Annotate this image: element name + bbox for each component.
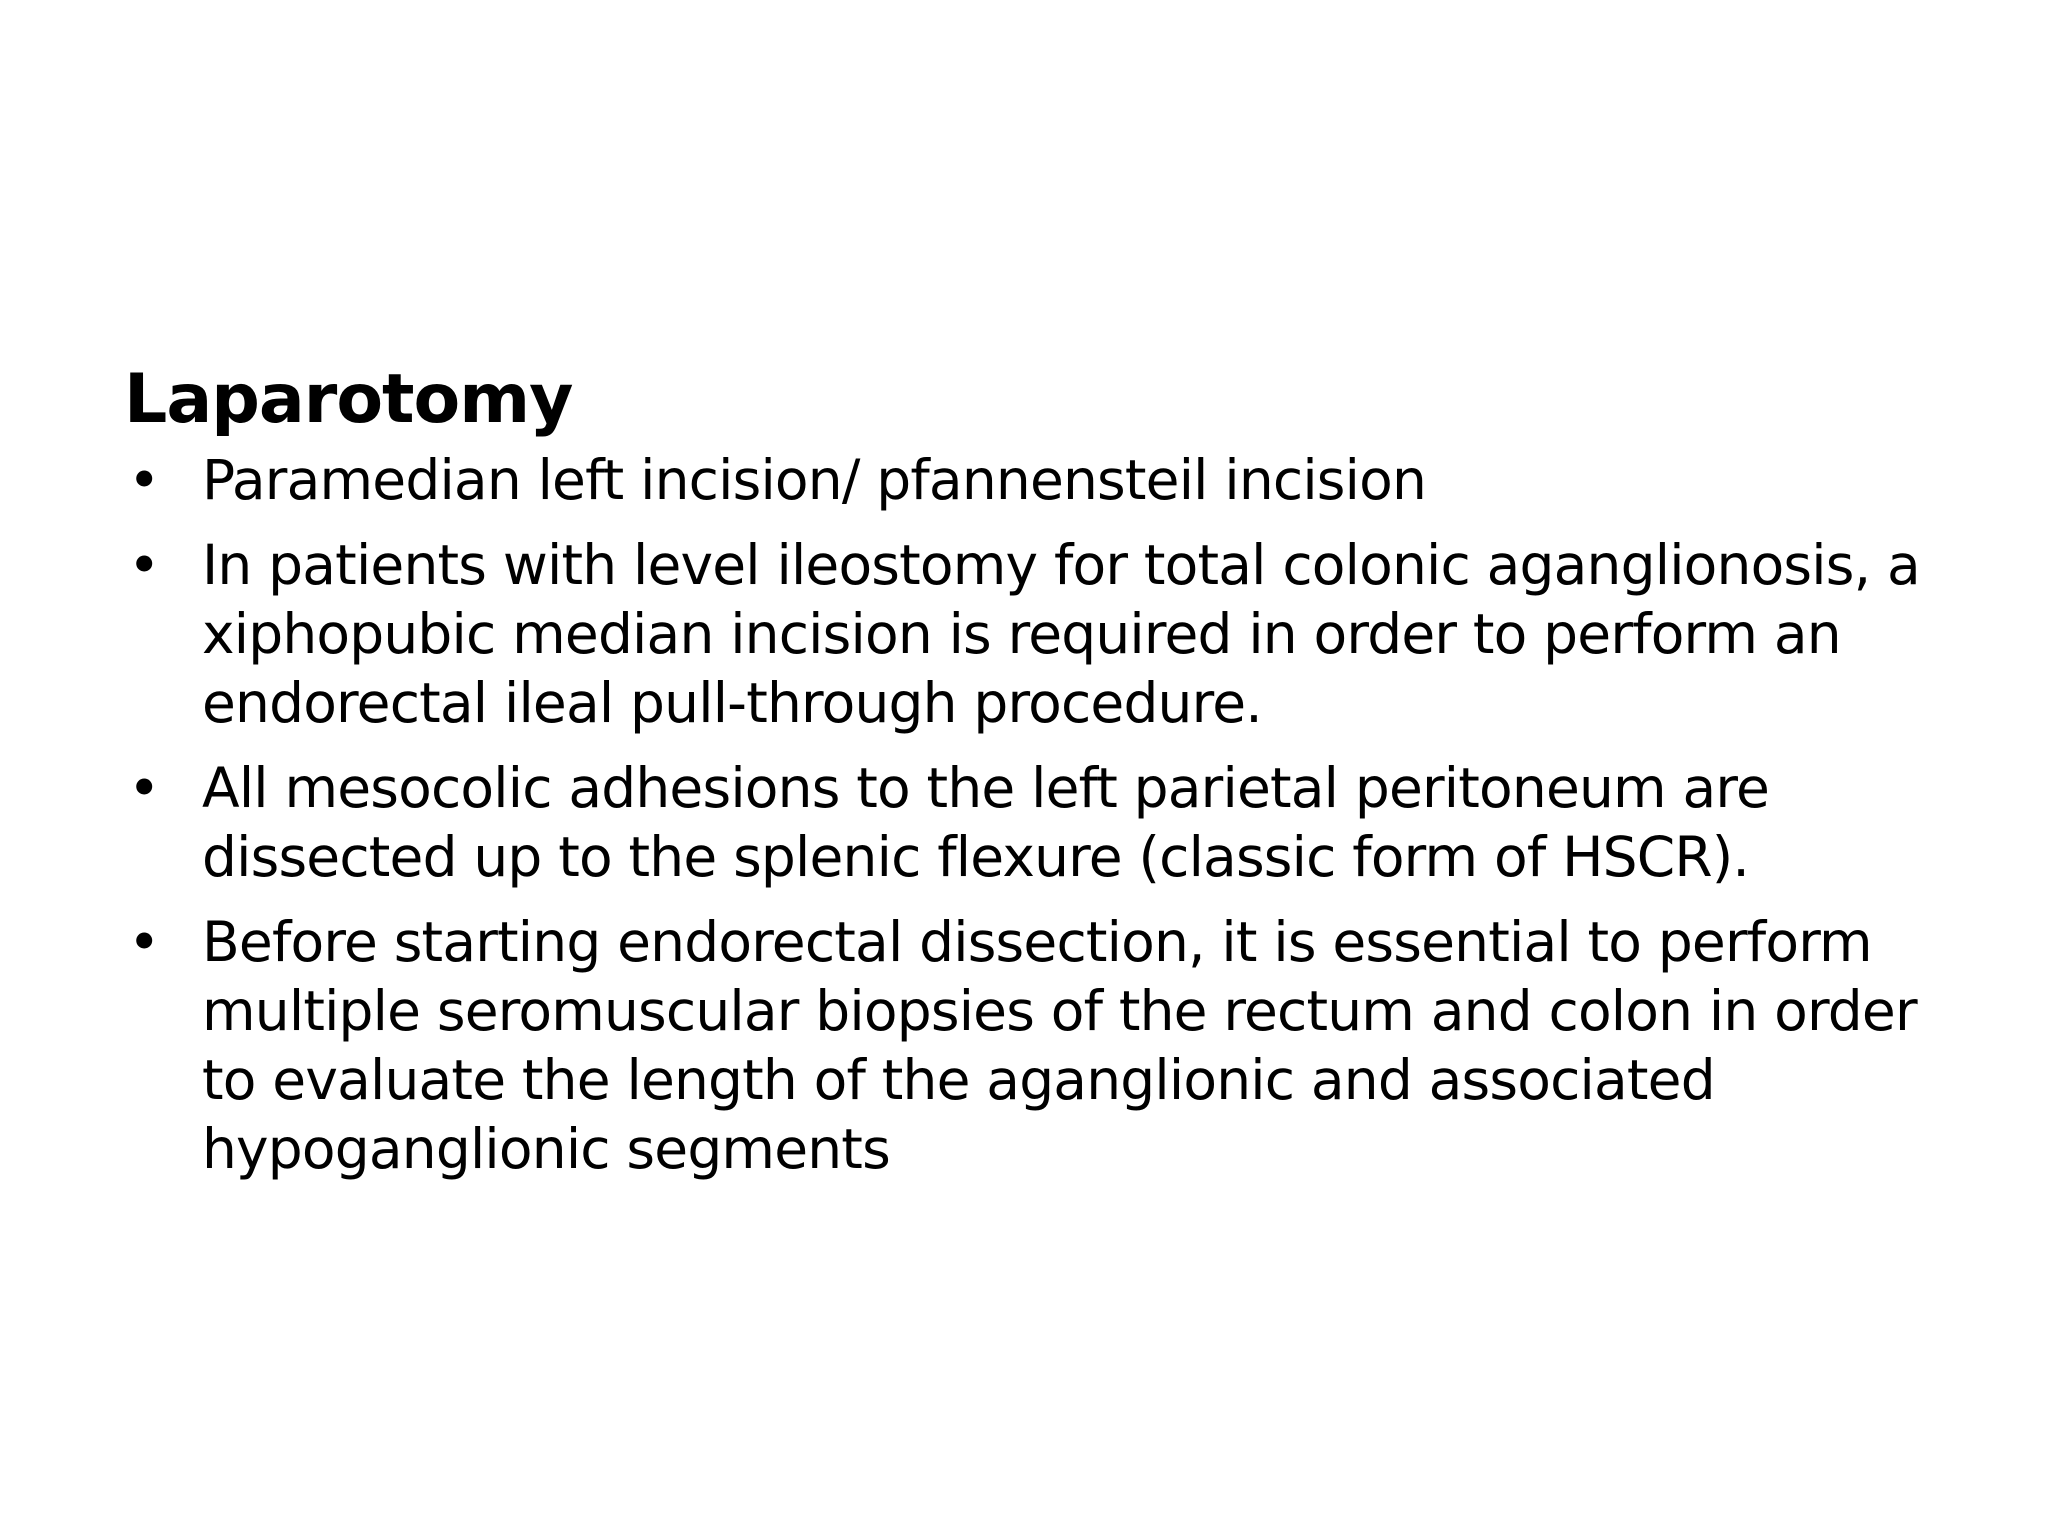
bullet-list bbox=[124, 446, 1944, 1184]
bullet-text: Paramedian left incision/ pfannensteil incision bbox=[202, 448, 1427, 512]
bullet-text: All mesocolic adhesions to the left parietal peritoneum are dissected up to the splenic flexure (classic form of HSCR). bbox=[202, 756, 1770, 889]
bullet-icon: • bbox=[128, 448, 160, 512]
bullet-icon: • bbox=[128, 756, 160, 820]
bullet-icon: • bbox=[128, 910, 160, 974]
bullet-icon: • bbox=[128, 533, 160, 597]
slide-content bbox=[124, 360, 1944, 1200]
slide-heading: Laparotomy bbox=[124, 360, 573, 439]
bullet-item bbox=[124, 908, 1944, 1184]
bullet-text: Before starting endorectal dissection, it is essential to perform multiple seromuscular biopsies of the rectum and colon in order to evaluate the length of the aganglionic and associated hypoganglionic segments bbox=[202, 910, 1917, 1181]
bullet-item bbox=[124, 754, 1944, 892]
bullet-item bbox=[124, 446, 1944, 515]
bullet-item bbox=[124, 531, 1944, 738]
bullet-text: In patients with level ileostomy for total colonic aganglionosis, a xiphopubic median incision is required in order to perform an endorectal ileal pull-through procedure. bbox=[202, 533, 1920, 735]
